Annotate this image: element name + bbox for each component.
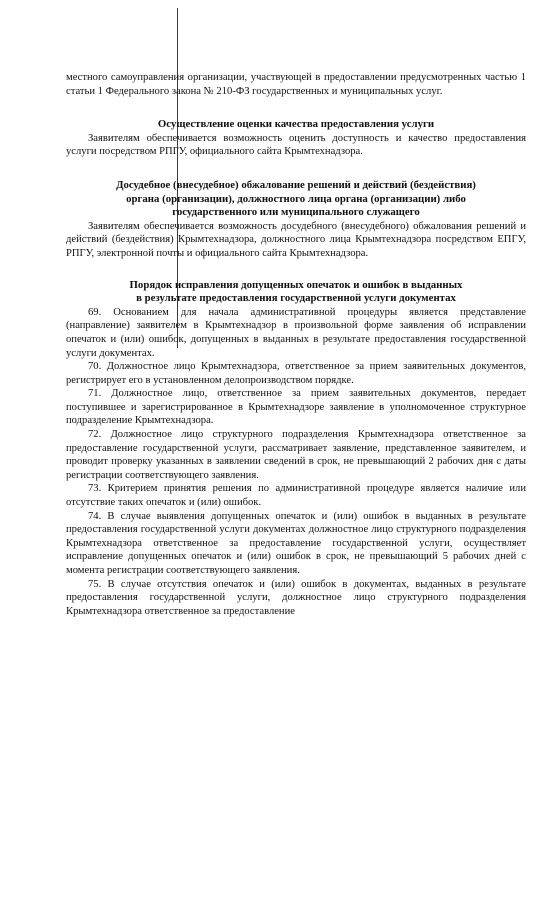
paragraph-appeal: Заявителям обеспечивается возможность досудебного (внесудебного) обжалования решений и действий (бездействия) Крымтехнадзора, должностного лица Крымтехнадзора посредством ЕПГУ, РПГУ, электронной почты и официального сайта Крымтехнадзора. (66, 220, 526, 259)
section-heading-corrections (66, 279, 526, 306)
paragraph-quality: Заявителям обеспечивается возможность оценить доступность и качество предоставления услуги посредством РПГУ, официального сайта Крымтехнадзора. (66, 132, 526, 158)
section-heading-quality: Осуществление оценки качества предоставления услуги (157, 118, 435, 131)
paragraph-73: 73. Критерием принятия решения по административной процедуре является наличие или отсутствие таких опечаток и (или) ошибок. (66, 483, 526, 509)
heading-line: в результате предоставления государственной услуги документах (136, 292, 456, 305)
heading-line: органа (организации), должностного лица органа (организации) либо (126, 192, 466, 205)
paragraph-69: 69. Основанием для начала административной процедуры является представление (направление) заявителем в Крымтехнадзор в произвольной форме заявления об исправлении опечаток и (или) ошибок, допущенных в выданных в результате предоставления государственной услуги документах. (66, 306, 526, 359)
document-body (66, 71, 526, 618)
section-heading-appeal (66, 179, 526, 220)
heading-line: Досудебное (внесудебное) обжалование решений и действий (бездействия) (116, 178, 476, 191)
heading-line: государственного или муниципального служащего (172, 206, 420, 219)
heading-line: Порядок исправления допущенных опечаток и ошибок в выданных (129, 278, 463, 291)
paragraph-70: 70. Должностное лицо Крымтехнадзора, ответственное за прием заявительных документов, регистрирует его в установленном делопроизводством порядке. (66, 361, 526, 386)
paragraph-71: 71. Должностное лицо, ответственное за прием заявительных документов, передает поступившее и зарегистрированное в Крымтехнадзоре заявление в уполномоченное структурное подразделение Крымтехнадзора. (66, 388, 526, 427)
paragraph-72: 72. Должностное лицо структурного подразделения Крымтехнадзора ответственное за предоставление государственной услуги, рассматривает заявление, представленное заявителем, и проводит проверку указанных в заявлении сведений в срок, не превышающий 2 рабочих дня с даты регистрации соответствующего заявления. (66, 429, 526, 481)
paragraph-74: 74. В случае выявления допущенных опечаток и (или) ошибок в выданных в результате предоставления государственной услуги документах должностное лицо структурного подразделения Крымтехнадзора ответственное за предоставление государственной услуги, осуществляет исправление допущенных опечаток и (или) ошибок в срок, не превышающий 5 рабочих дней с момента регистрации соответствующего заявления. (66, 510, 526, 576)
paragraph-75: 75. В случае отсутствия опечаток и (или) ошибок в документах, выданных в результате предоставления государственной услуги, должностное лицо структурного подразделения Крымтехнадзора ответственное за предоставление (66, 578, 526, 617)
intro-paragraph: местного самоуправления организации, участвующей в предоставлении предусмотренных частью 1 статьи 1 Федерального закона № 210-ФЗ государственных и муниципальных услуг. (66, 72, 526, 97)
